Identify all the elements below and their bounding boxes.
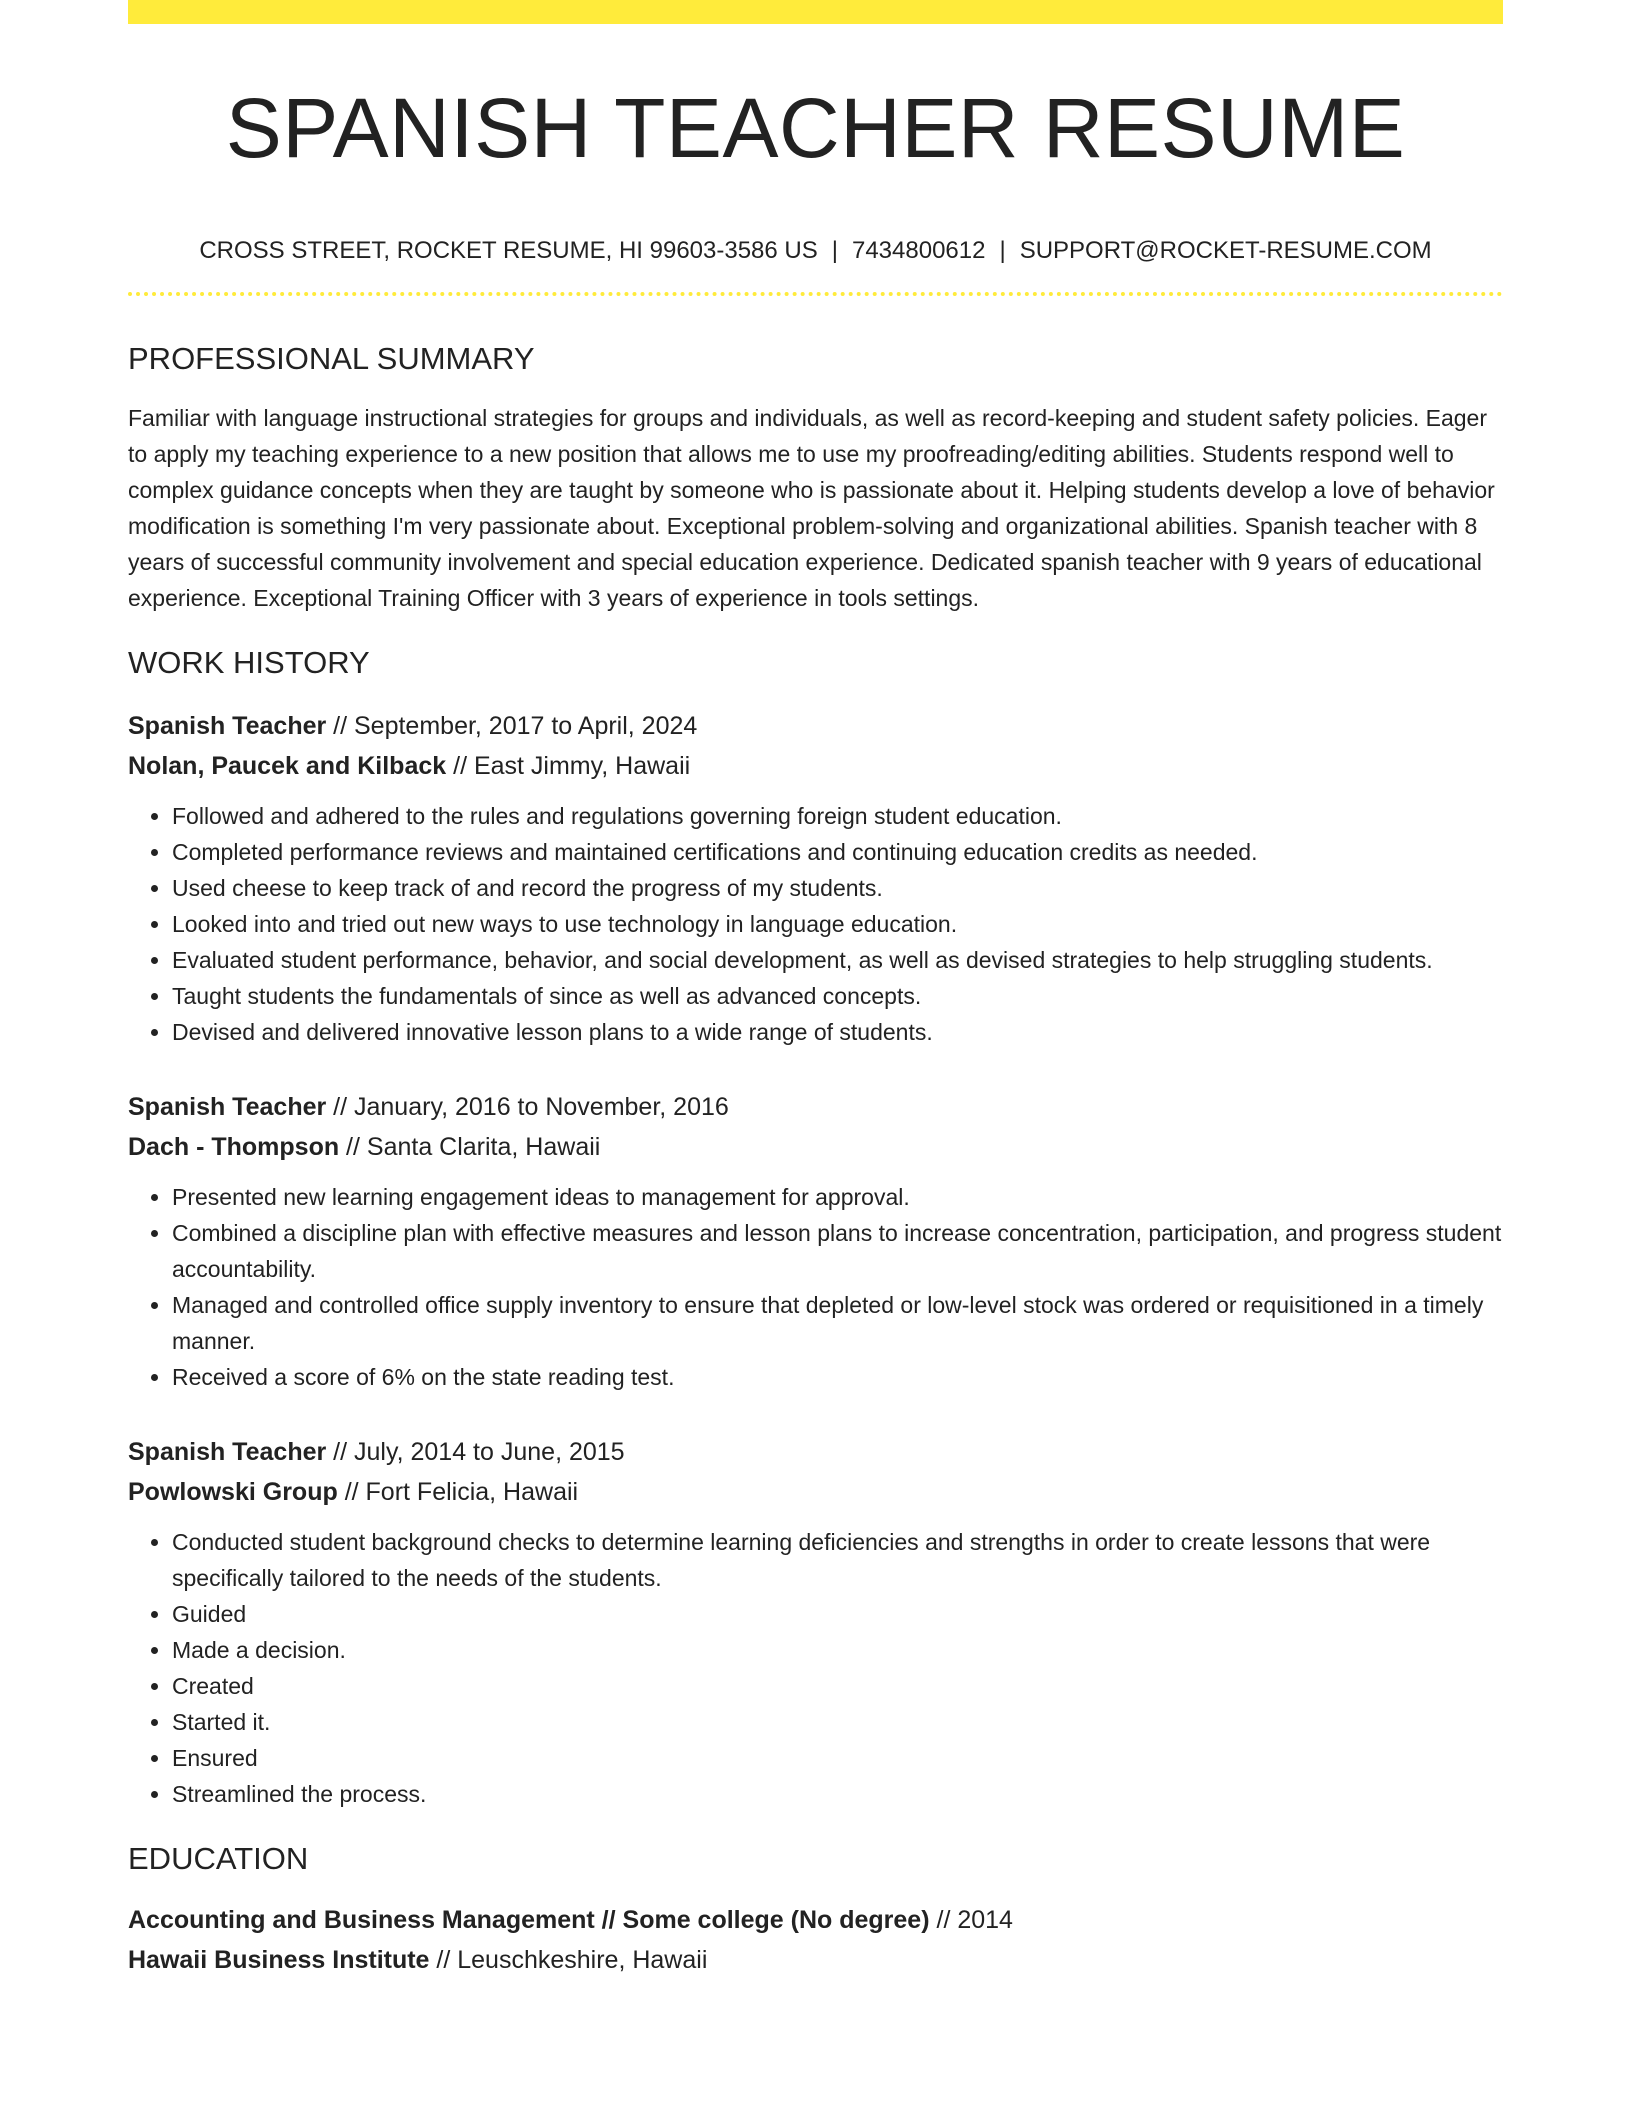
- education-entry: [128, 1900, 1503, 1980]
- education-year: // 2014: [929, 1906, 1013, 1934]
- job-dates: // September, 2017 to April, 2024: [326, 712, 698, 740]
- education-heading: EDUCATION: [128, 1841, 309, 1876]
- list-item: • Presented new learning engagement ideas to management for approval.: [172, 1179, 1503, 1215]
- list-item: • Managed and controlled office supply inventory to ensure that depleted or low-level stock was ordered or requisitioned in a timely manner.: [172, 1287, 1503, 1359]
- list-item: • Followed and adhered to the rules and regulations governing foreign student education.: [172, 798, 1503, 834]
- education-school: Hawaii Business Institute: [128, 1946, 430, 1974]
- dotted-divider: [128, 292, 1503, 296]
- contact-address: CROSS STREET, ROCKET RESUME, HI 99603-3586 US: [199, 237, 818, 264]
- list-item: • Started it.: [172, 1704, 1503, 1740]
- summary-text: Familiar with language instructional strategies for groups and individuals, as well as record-keeping and student safety policies. Eager to apply my teaching experience to a new position that allows me to use my proofreading/editing abilities. Students respond well to complex guidance concepts when they are taught by someone who is passionate about it. Helping students develop a love of behavior modification is something I'm very passionate about. Exceptional problem-solving and organizational abilities. Spanish teacher with 8 years of successful community involvement and special education experience. Dedicated spanish teacher with 9 years of educational experience. Exceptional Training Officer with 3 years of experience in tools settings.: [128, 405, 1495, 611]
- job-dates: // July, 2014 to June, 2015: [326, 1438, 625, 1466]
- resume-page: [128, 0, 1503, 1980]
- job-bullets: [128, 798, 1503, 1050]
- job-title-line: [128, 1432, 1503, 1472]
- job-location: // East Jimmy, Hawaii: [446, 752, 691, 780]
- job-entry: [128, 1087, 1503, 1395]
- list-item: • Devised and delivered innovative lesson plans to a wide range of students.: [172, 1014, 1503, 1050]
- job-entry: [128, 1432, 1503, 1812]
- list-item: • Taught students the fundamentals of since as well as advanced concepts.: [172, 978, 1503, 1014]
- contact-phone: 7434800612: [851, 237, 986, 264]
- list-item: • Completed performance reviews and maintained certifications and continuing education credits as needed.: [172, 834, 1503, 870]
- education-degree: Accounting and Business Management // Some college (No degree): [128, 1906, 930, 1934]
- job-location: // Fort Felicia, Hawaii: [337, 1478, 579, 1506]
- job-title: Spanish Teacher: [128, 1438, 327, 1466]
- list-item: • Ensured: [172, 1740, 1503, 1776]
- job-dates: // January, 2016 to November, 2016: [326, 1093, 729, 1121]
- job-company: Nolan, Paucek and Kilback: [128, 752, 447, 780]
- work-history-heading: WORK HISTORY: [128, 645, 370, 680]
- list-item: • Looked into and tried out new ways to use technology in language education.: [172, 906, 1503, 942]
- list-item: • Conducted student background checks to determine learning deficiencies and strengths in order to create lessons that were specifically tailored to the needs of the students.: [172, 1524, 1503, 1596]
- accent-top-bar: [128, 0, 1503, 24]
- list-item: • Evaluated student performance, behavior, and social development, as well as devised strategies to help struggling students.: [172, 942, 1503, 978]
- education-school-line: [128, 1940, 1503, 1980]
- job-title-line: [128, 1087, 1503, 1127]
- job-bullets: [128, 1524, 1503, 1812]
- job-bullets: [128, 1179, 1503, 1395]
- job-company-line: [128, 1127, 1503, 1167]
- resume-title: SPANISH TEACHER RESUME: [225, 81, 1406, 175]
- contact-line: [128, 236, 1503, 266]
- list-item: • Made a decision.: [172, 1632, 1503, 1668]
- list-item: • Streamlined the process.: [172, 1776, 1503, 1812]
- list-item: • Combined a discipline plan with effective measures and lesson plans to increase concentration, participation, and progress student accountability.: [172, 1215, 1503, 1287]
- list-item: • Used cheese to keep track of and record the progress of my students.: [172, 870, 1503, 906]
- contact-email: SUPPORT@ROCKET-RESUME.COM: [1019, 237, 1432, 264]
- job-title-line: [128, 706, 1503, 746]
- contact-separator: |: [999, 237, 1006, 264]
- job-entry: [128, 706, 1503, 1050]
- job-company: Dach - Thompson: [128, 1133, 340, 1161]
- education-degree-line: [128, 1900, 1503, 1940]
- job-company: Powlowski Group: [128, 1478, 338, 1506]
- job-location: // Santa Clarita, Hawaii: [339, 1133, 601, 1161]
- education-location: // Leuschkeshire, Hawaii: [429, 1946, 708, 1974]
- summary-heading: PROFESSIONAL SUMMARY: [128, 341, 535, 376]
- list-item: • Created: [172, 1668, 1503, 1704]
- contact-separator: |: [831, 237, 838, 264]
- list-item: • Received a score of 6% on the state reading test.: [172, 1359, 1503, 1395]
- job-company-line: [128, 746, 1503, 786]
- job-title: Spanish Teacher: [128, 1093, 327, 1121]
- job-company-line: [128, 1472, 1503, 1512]
- job-title: Spanish Teacher: [128, 712, 327, 740]
- list-item: • Guided: [172, 1596, 1503, 1632]
